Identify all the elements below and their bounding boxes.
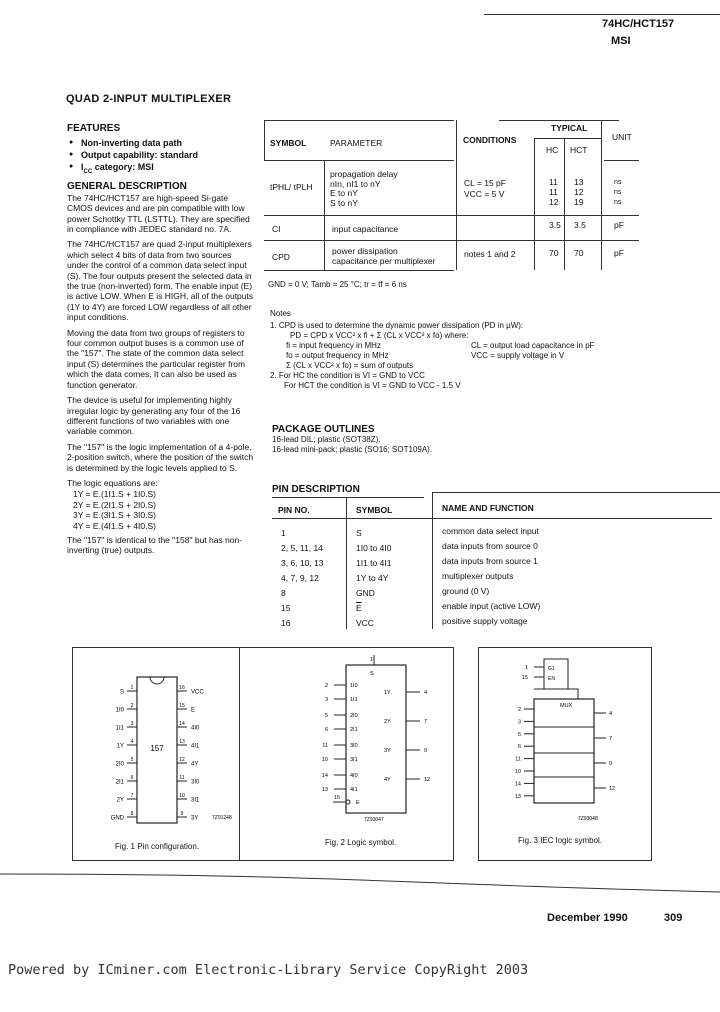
spec-footnote: GND = 0 V; Tamb = 25 °C; tr = tf = 6 ns	[268, 280, 407, 289]
notes	[270, 309, 630, 391]
col-unit: UNIT	[612, 132, 632, 142]
fig1-caption: Fig. 1 Pin configuration.	[115, 842, 200, 851]
input-number: 5	[324, 713, 328, 719]
row-unit: ns ns ns	[614, 179, 622, 206]
fig2-top-label: S	[370, 671, 374, 677]
input-label: 1I1	[350, 697, 358, 703]
equation: 1Y = E.(1I1.S + 1I0.S)	[73, 489, 157, 500]
pin-number: 8	[130, 811, 134, 817]
pin-number: 2	[130, 703, 134, 709]
output-number: 7	[609, 736, 613, 742]
pin-function: common data select input	[442, 526, 539, 536]
control-number: 15	[521, 675, 528, 681]
col-hct: HCT	[570, 145, 588, 155]
page-number: 309	[664, 912, 683, 924]
pin-label: 1Y	[116, 743, 124, 750]
pin-number: 12	[179, 757, 185, 763]
feature-icc-text: category: MSI	[92, 162, 154, 172]
row-hct: 13 12 19	[574, 177, 584, 207]
pin-label: 3Y	[191, 815, 199, 822]
pin-number: 11	[179, 775, 185, 781]
pin-number: 13	[179, 739, 185, 745]
input-label: 3I1	[350, 757, 358, 763]
fig3-caption: Fig. 3 IEC logic symbol.	[518, 836, 603, 845]
feature-item: ● Output capability: standard	[67, 149, 267, 161]
pin-number: 10	[179, 793, 185, 799]
row-hct: 70	[574, 248, 584, 258]
row-cond: CL = 15 pF VCC = 5 V	[464, 178, 506, 199]
feature-icc-sub: CC	[83, 168, 93, 175]
input-label: 4I0	[350, 773, 358, 779]
fig2-enable-label: E	[356, 800, 360, 806]
pin-no: 4, 7, 9, 12	[281, 573, 319, 583]
general-p4: The device is useful for implementing highly irregular logic by generating any four of the 16 different functions of two variables with one variable common.	[67, 395, 241, 437]
pin-no: 2, 5, 11, 14	[281, 543, 323, 553]
col-pin-function: NAME AND FUNCTION	[442, 503, 534, 513]
input-number: 2	[517, 707, 521, 713]
pin-label: 4Y	[191, 761, 199, 768]
pin-function: positive supply voltage	[442, 616, 528, 626]
pin-symbol: S	[356, 528, 362, 538]
pin-function: data inputs from source 0	[442, 541, 538, 551]
pin-function: data inputs from source 1	[442, 556, 538, 566]
pin-number: 3	[130, 721, 134, 727]
feature-icc-i: I	[81, 162, 84, 172]
output-number: 4	[424, 690, 428, 696]
fig2-caption: Fig. 2 Logic symbol.	[325, 838, 397, 847]
general-text	[67, 193, 255, 556]
notch-icon	[150, 677, 164, 684]
pin-symbol: VCC	[356, 618, 374, 628]
input-number: 3	[324, 697, 328, 703]
general-p5: The "157" is the logic implementation of a 4-pole, 2-position switch, where the position of the switch is determined by the logic levels applied to S.	[67, 441, 254, 473]
equation: 2Y = E.(2I1.S + 2I0.S)	[73, 499, 157, 510]
col-conditions: CONDITIONS	[463, 135, 517, 145]
row-sym: CI	[272, 224, 281, 234]
chip-label: 157	[150, 744, 164, 753]
input-number: 11	[515, 756, 521, 763]
output-number: 12	[424, 777, 431, 783]
pin-label: 2I1	[115, 779, 124, 786]
package-line: 16-lead DIL; plastic (SOT38Z).	[272, 435, 381, 444]
package-heading: PACKAGE OUTLINES	[272, 424, 375, 435]
device-class: MSI	[611, 35, 631, 47]
equation: 4Y = E.(4I1.S + 4I0.S)	[73, 520, 157, 531]
fig3-mux-label: MUX	[560, 703, 573, 709]
fig1-code: 7Z91248	[212, 815, 232, 821]
fig1-pin-configuration	[72, 647, 238, 859]
row-hc: 3.5	[549, 220, 561, 230]
pin-number: 7	[130, 793, 134, 799]
input-number: 14	[514, 781, 521, 788]
pin-symbol: 1I0 to 4I0	[356, 543, 392, 553]
spec-table	[264, 120, 720, 280]
header-rule	[484, 14, 720, 15]
output-label: 2Y	[384, 719, 391, 725]
output-number: 12	[609, 786, 616, 792]
pin-label: S	[119, 689, 124, 696]
control-block	[544, 659, 568, 689]
note-line: Σ (CL x VCC² x fo) = sum of outputs	[286, 361, 414, 370]
general-p1: The 74HC/HCT157 are high-speed Si-gate CMOS devices and are pin compatible with low power Schottky TTL (LSTTL). They are specified in compliance with JEDEC standard no. 7A.	[67, 192, 250, 235]
output-number: 7	[424, 719, 428, 725]
fig2-top-num: 1	[370, 657, 374, 663]
general-p3: Moving the data from two groups of registers to four common output buses is a common use of the "157". The state of the common data select input (S) determines the particular register from which the data comes. It can also be used as function generator.	[67, 327, 246, 390]
pin-number: 6	[130, 775, 134, 781]
output-number: 9	[609, 761, 613, 767]
note-line: 2. For HC the condition is VI = GND to VCC	[270, 371, 425, 380]
footer-copyright: Powered by ICminer.com Electronic-Library Service CopyRight 2003	[8, 962, 529, 978]
row-hc: 11 11 12	[549, 177, 559, 207]
output-label: 4Y	[384, 777, 391, 783]
fig3-iec-symbol	[478, 647, 650, 859]
input-label: 2I1	[350, 727, 358, 733]
row-hct: 3.5	[574, 220, 586, 230]
features-list	[67, 137, 267, 178]
mux-block	[534, 699, 594, 803]
input-number: 11	[322, 743, 328, 749]
feature-item: ● Non-inverting data path	[67, 137, 267, 149]
issue-date: December 1990	[547, 912, 628, 924]
row-unit: pF	[614, 220, 624, 230]
pin-no: 15	[281, 603, 291, 613]
pin-symbol: 1Y to 4Y	[356, 573, 389, 583]
input-label: 4I1	[350, 787, 358, 793]
pin-label: 2Y	[116, 797, 124, 804]
input-label: 3I0	[350, 743, 358, 749]
input-number: 5	[517, 731, 521, 738]
input-label: 2I0	[350, 713, 358, 719]
pin-label: 4I1	[191, 743, 200, 750]
pin-number: 4	[130, 739, 134, 745]
row-sym: tPHL/ tPLH	[270, 182, 313, 192]
pin-no: 8	[281, 588, 286, 598]
pin-number: 15	[179, 703, 185, 709]
row-param: propagation delay nIn, nI1 to nY E to nY S to nY	[330, 169, 398, 208]
col-typical: TYPICAL	[551, 123, 588, 133]
bottom-rule	[0, 862, 720, 902]
col-pin-no: PIN NO.	[278, 505, 310, 515]
pin-desc-heading: PIN DESCRIPTION	[272, 484, 360, 495]
fig2-code: 7Z93047	[364, 817, 384, 823]
general-p2: The 74HC/HCT157 are quad 2-input multiplexers which select 4 bits of data from two sources under the control of a common data select input (S). The four outputs present the selected data in the true (non-inverted) form. The enable input (E) is active LOW. When E is HIGH, all of the outputs (1Y to 4Y) are forced LOW regardless of all other input conditions.	[67, 239, 254, 323]
general-heading: GENERAL DESCRIPTION	[67, 180, 187, 192]
fig2-logic-symbol	[238, 647, 453, 859]
pin-label: 3I0	[191, 779, 200, 786]
input-number: 6	[517, 744, 521, 751]
pin-symbol: $\overline{E}$	[356, 603, 362, 613]
row-param: power dissipation capacitance per multiplexer	[332, 246, 436, 266]
package-section	[272, 424, 432, 455]
pin-label: 2I0	[115, 761, 124, 768]
pin-label: 1I1	[115, 725, 124, 732]
pin-function: multiplexer outputs	[442, 571, 514, 581]
notes-heading: Notes	[270, 309, 291, 318]
pin-function: enable input (active LOW)	[442, 601, 541, 611]
equations	[67, 489, 255, 531]
note-line: fi = input frequency in MHz	[286, 341, 381, 350]
left-column	[67, 123, 267, 556]
input-number: 2	[324, 683, 328, 689]
col-parameter: PARAMETER	[330, 138, 383, 148]
pin-number: 5	[130, 757, 134, 763]
control-number: 1	[524, 665, 528, 671]
package-line: 16-lead mini-pack; plastic (SO16; SOT109A).	[272, 445, 433, 454]
row-unit: pF	[614, 248, 624, 258]
row-param: input capacitance	[332, 224, 399, 234]
pin-label: VCC	[191, 689, 204, 696]
input-number: 6	[324, 727, 328, 733]
output-number: 4	[609, 711, 613, 717]
pin-number: 14	[179, 721, 185, 727]
pin-number: 9	[180, 811, 184, 817]
pin-number: 16	[179, 685, 185, 691]
input-number: 13	[514, 793, 521, 800]
note-line: PD = CPD x VCC² x fi + Σ (CL x VCC² x fo) where:	[290, 331, 469, 340]
input-label: 1I0	[350, 683, 358, 689]
input-number: 3	[517, 719, 521, 726]
output-label: 3Y	[384, 748, 391, 754]
input-number: 13	[321, 787, 328, 793]
col-pin-symbol: SYMBOL	[356, 505, 393, 515]
pin-label: 3I1	[191, 797, 200, 804]
pin-no: 16	[281, 618, 291, 628]
row-hc: 70	[549, 248, 559, 258]
col-hc: HC	[546, 145, 559, 155]
pin-symbol: 1I1 to 4I1	[356, 558, 392, 568]
output-number: 9	[424, 748, 428, 754]
pin-number: 1	[130, 685, 134, 691]
pin-label: 1I0	[115, 707, 124, 714]
fig3-code: 7Z93048	[578, 816, 598, 822]
output-label: 1Y	[384, 690, 391, 696]
note-line: For HCT the condition is VI = GND to VCC - 1.5 V	[284, 381, 461, 390]
row-sym: CPD	[272, 252, 290, 262]
input-number: 14	[321, 773, 328, 779]
fig3-gate-en: EN	[548, 676, 555, 682]
pin-no: 1	[281, 528, 286, 538]
pin-label: 4I0	[191, 725, 200, 732]
equation: 3Y = E.(3I1.S + 3I0.S)	[73, 510, 157, 521]
pin-symbol: GND	[356, 588, 375, 598]
note-line: VCC = supply voltage in V	[471, 351, 565, 360]
note-line: fo = output frequency in MHz	[286, 351, 389, 360]
fig3-gate-g1: G1	[548, 666, 555, 672]
row-cond: notes 1 and 2	[464, 249, 516, 259]
col-symbol: SYMBOL	[270, 138, 307, 148]
general-closing: The "157" is identical to the "158" but has non-inverting (true) outputs.	[67, 534, 243, 556]
features-heading: FEATURES	[67, 123, 121, 134]
page-title: QUAD 2-INPUT MULTIPLEXER	[66, 93, 232, 105]
input-number: 10	[321, 757, 328, 763]
part-number: 74HC/HCT157	[602, 18, 675, 30]
pin-label: E	[191, 707, 196, 714]
pin-no: 3, 6, 10, 13	[281, 558, 324, 568]
feature-item	[67, 161, 267, 178]
note-line: 1. CPD is used to determine the dynamic power dissipation (PD in μW):	[270, 321, 524, 330]
input-number: 10	[514, 769, 521, 775]
fig2-enable-num: 15	[334, 795, 341, 801]
pin-function: ground (0 V)	[442, 586, 490, 596]
general-p6: The logic equations are:	[67, 477, 158, 488]
pin-label: GND	[110, 815, 124, 822]
note-line: CL = output load capacitance in pF	[471, 341, 595, 350]
